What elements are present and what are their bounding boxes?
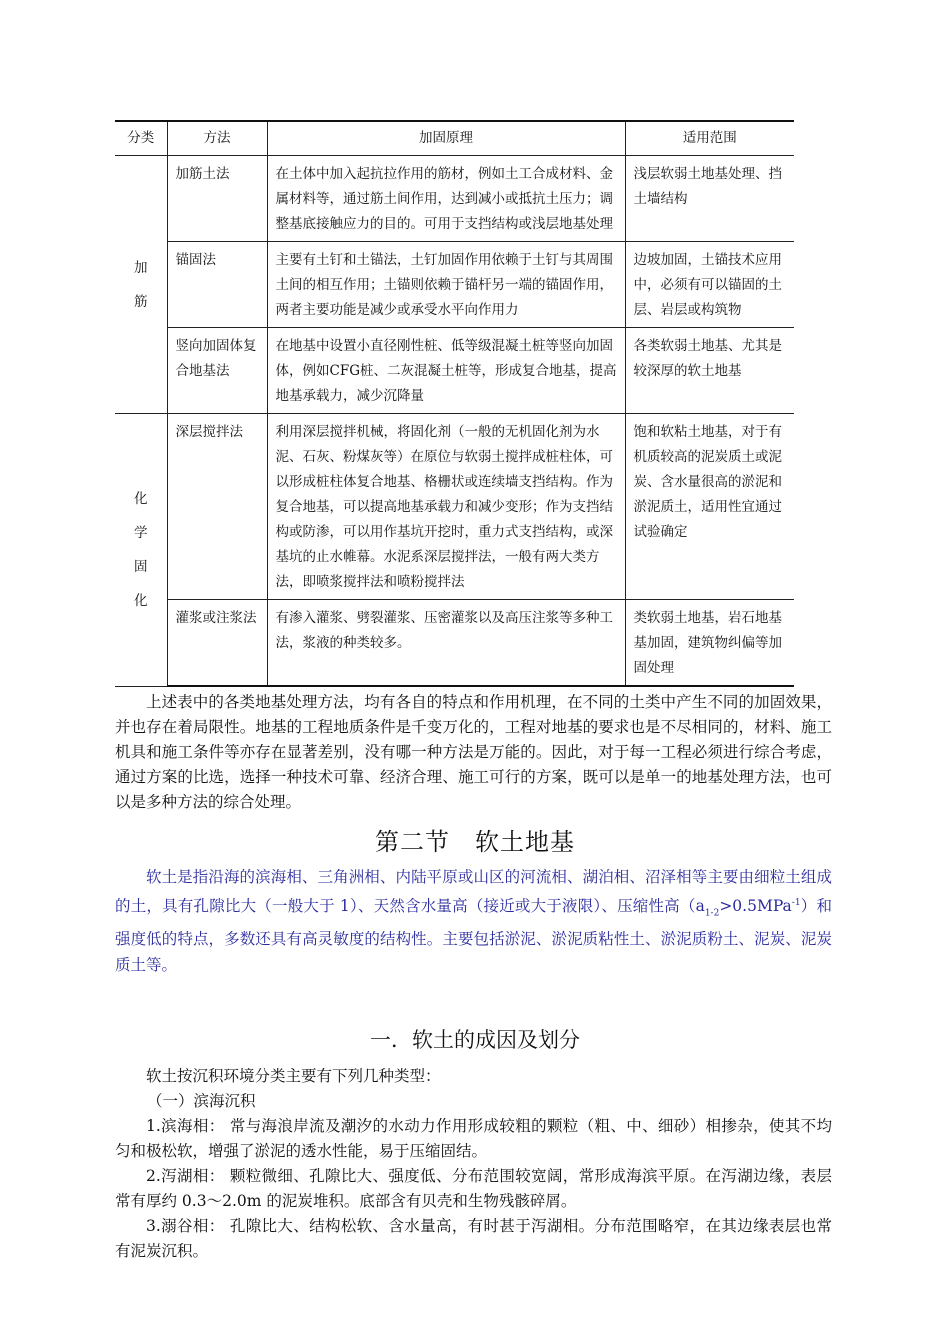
group-label: （一）滨海沉积 (147, 1092, 256, 1110)
method-cell: 竖向加固体复合地基法 (167, 328, 267, 414)
header-method: 方法 (167, 121, 267, 156)
principle-cell: 利用深层搅拌机械，将固化剂（一般的无机固化剂为水泥、石灰、粉煤灰等）在原位与软弱土搅拌成桩柱体，可以形成桩柱体复合地基、格栅状或连续墙支挡结构。作为复合地基，可以提高地基承载力和减少变形；作为支挡结构或防渗，可以用作基坑开挖时，重力式支挡结构，或深基坑的止水帷幕。水泥系深层搅拌法，一般有两大类方法，即喷浆搅拌法和喷粉搅拌法 (267, 414, 625, 600)
ground-treatment-table (115, 120, 794, 687)
principle-cell: 主要有土钉和土锚法，土钉加固作用依赖于土钉与其周围土间的相互作用；土锚则依赖于锚杆另一端的锚固作用，两者主要功能是减少或承受水平向作用力 (267, 242, 625, 328)
header-principle: 加固原理 (267, 121, 625, 156)
list-item: 2.泻湖相： 颗粒微细、孔隙比大、强度低、分布范围较宽阔，常形成海滨平原。在泻湖边缘，表层常有厚约 0.3～2.0m 的泥炭堆积。底部含有贝壳和生物残骸碎屑。 (115, 1167, 832, 1210)
scope-cell: 浅层软弱土地基处理、挡土墙结构 (625, 156, 794, 242)
soft-soil-definition: 软土是指沿海的滨海相、三角洲相、内陆平原或山区的河流相、湖泊相、沼泽相等主要由细粒土组成的土，具有孔隙比大（一般大于 1）、天然含水量高（接近或大于液限）、压缩性高$(a_{1-2}>0.5MPa^{-1})$和强度低的特点，多数还具有高灵敏度的结构性。主要包括淤泥、淤泥质粘性土、淤泥质粉土、泥炭、泥炭质土等。 (115, 868, 832, 975)
scope-cell: 边坡加固，土锚技术应用中，必须有可以锚固的土层、岩层或构筑物 (625, 242, 794, 328)
scope-cell: 类软弱土地基，岩石地基基加固，建筑物纠偏等加固处理 (625, 600, 794, 687)
category-reinforcement: 加 筋 (115, 156, 167, 414)
scope-cell: 各类软弱土地基、尤其是较深厚的软土地基 (625, 328, 794, 414)
summary-paragraph: 上述表中的各类地基处理方法，均有各自的特点和作用机理，在不同的土类中产生不同的加固效果，并也存在着局限性。地基的工程地质条件是千变万化的，工程对地基的要求也是不尽相同的，材料、施工机具和施工条件等亦存在显著差别，没有哪一种方法是万能的。因此，对于每一工程必须进行综合考虑，通过方案的比选，选择一种技术可靠、经济合理、施工可行的方案，既可以是单一的地基处理方法，也可以是多种方法的综合处理。 (115, 693, 832, 811)
table-row (115, 414, 794, 600)
method-cell: 锚固法 (167, 242, 267, 328)
principle-cell: 在土体中加入起抗拉作用的筋材，例如土工合成材料、金属材料等，通过筋土间作用，达到减小或抵抗土压力；调整基底接触应力的目的。可用于支挡结构或浅层地基处理 (267, 156, 625, 242)
header-scope: 适用范围 (625, 121, 794, 156)
table-row (115, 600, 794, 687)
section-title: 第二节 软土地基 (375, 828, 575, 856)
table-row (115, 328, 794, 414)
method-cell: 加筋土法 (167, 156, 267, 242)
scope-cell: 饱和软粘土地基，对于有机质较高的泥炭质土或泥炭、含水量很高的淤泥和淤泥质土，适用性宜通过试验确定 (625, 414, 794, 600)
header-category: 分类 (115, 121, 167, 156)
list-item: 3.溺谷相： 孔隙比大、结构松软、含水量高，有时甚于泻湖相。分布范围略窄，在其边缘表层也常有泥炭沉积。 (115, 1217, 832, 1260)
subsection-title: 一．软土的成因及划分 (370, 1028, 580, 1052)
principle-cell: 在地基中设置小直径刚性桩、低等级混凝土桩等竖向加固体，例如CFG桩、二灰混凝土桩等，形成复合地基，提高地基承载力，减少沉降量 (267, 328, 625, 414)
table-header-row (115, 121, 794, 156)
method-cell: 灌浆或注浆法 (167, 600, 267, 687)
method-cell: 深层搅拌法 (167, 414, 267, 600)
category-chemical: 化 学 固 化 (115, 414, 167, 687)
principle-cell: 有渗入灌浆、劈裂灌浆、压密灌浆以及高压注浆等多种工法，浆液的种类较多。 (267, 600, 625, 687)
list-item: 1.滨海相： 常与海浪岸流及潮汐的水动力作用形成较粗的颗粒（粗、中、细砂）相掺杂，使其不均匀和极松软，增强了淤泥的透水性能，易于压缩固结。 (115, 1117, 832, 1160)
table-row (115, 242, 794, 328)
intro-text: 软土按沉积环境分类主要有下列几种类型： (146, 1067, 441, 1085)
table-row (115, 156, 794, 242)
